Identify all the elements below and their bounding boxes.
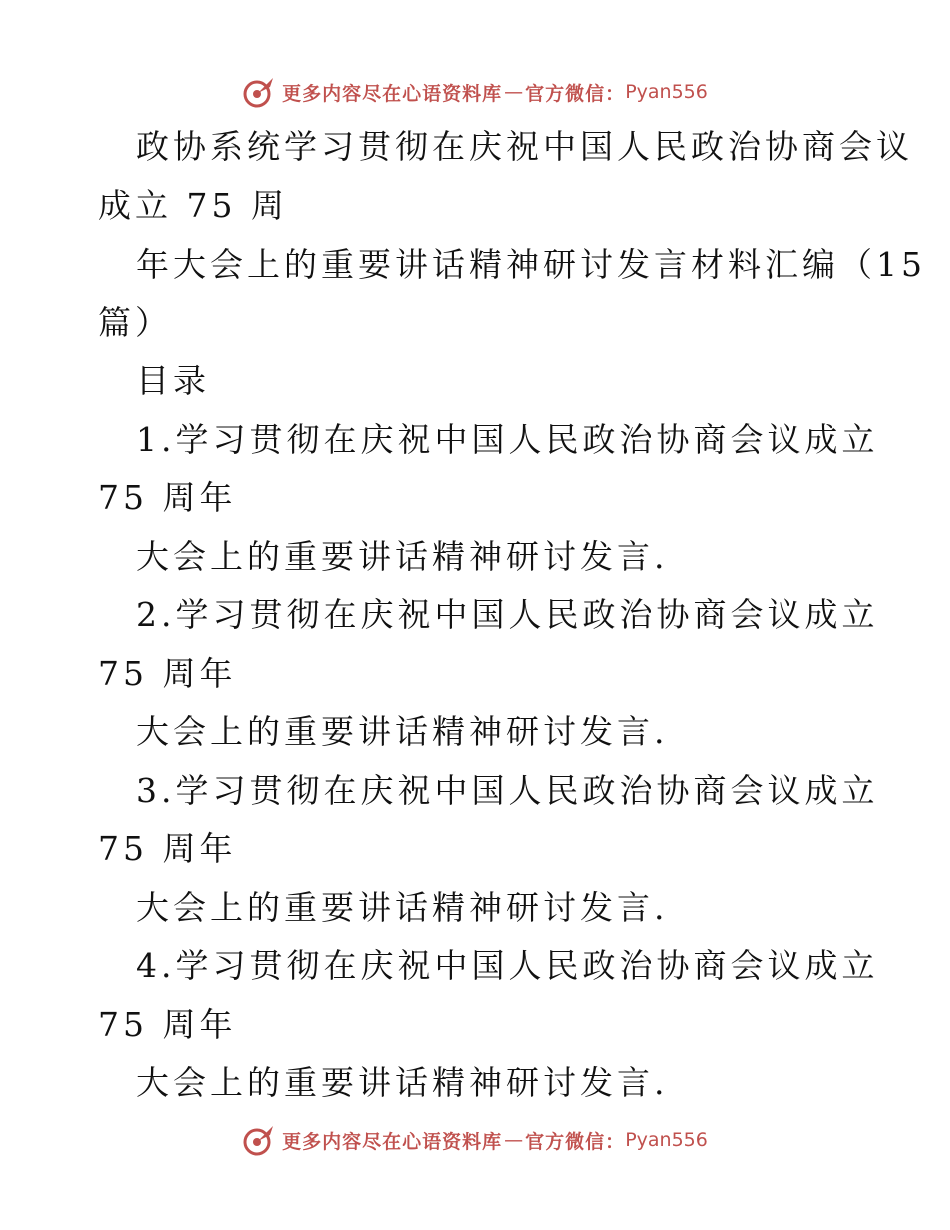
toc-heading: 目录 [136, 361, 210, 400]
watermark-separator: — [504, 81, 524, 103]
toc-item-4-line-1[interactable]: 4.学习贯彻在庆祝中国人民政治协商会议成立 [136, 946, 879, 985]
toc-item-1-line-3[interactable]: 大会上的重要讲话精神研讨发言. [136, 537, 669, 576]
toc-item-2-line-1[interactable]: 2.学习贯彻在庆祝中国人民政治协商会议成立 [136, 595, 879, 634]
watermark-account-text: 官方微信： [525, 1130, 626, 1153]
quill-pen-circle-icon [242, 1123, 276, 1157]
header-watermark [0, 72, 950, 112]
watermark-site-text: 更多内容尽在心语资料库 [282, 82, 503, 105]
watermark-site-text: 更多内容尽在心语资料库 [282, 1130, 503, 1153]
quill-pen-circle-icon [242, 75, 276, 109]
watermark-handle: Pyan556 [625, 81, 708, 103]
toc-item-3-line-3[interactable]: 大会上的重要讲话精神研讨发言. [136, 888, 669, 927]
toc-item-2-line-2[interactable]: 75 周年 [98, 654, 237, 693]
toc-item-4-line-2[interactable]: 75 周年 [98, 1005, 237, 1044]
document-title-line-4: 篇） [98, 303, 172, 342]
document-title-line-2: 成立 75 周 [98, 186, 288, 225]
footer-watermark [0, 1120, 950, 1160]
toc-item-3-line-1[interactable]: 3.学习贯彻在庆祝中国人民政治协商会议成立 [136, 771, 879, 810]
toc-item-2-line-3[interactable]: 大会上的重要讲话精神研讨发言. [136, 712, 669, 751]
toc-item-1-line-1[interactable]: 1.学习贯彻在庆祝中国人民政治协商会议成立 [136, 420, 879, 459]
watermark-separator: — [504, 1129, 524, 1151]
watermark-account-text: 官方微信： [525, 82, 626, 105]
toc-item-1-line-2[interactable]: 75 周年 [98, 478, 237, 517]
toc-item-3-line-2[interactable]: 75 周年 [98, 829, 237, 868]
document-title-line-1: 政协系统学习贯彻在庆祝中国人民政治协商会议 [136, 127, 913, 166]
toc-item-4-line-3[interactable]: 大会上的重要讲话精神研讨发言. [136, 1063, 669, 1102]
document-title-line-3: 年大会上的重要讲话精神研讨发言材料汇编（15 [136, 245, 926, 284]
watermark-handle: Pyan556 [625, 1129, 708, 1151]
